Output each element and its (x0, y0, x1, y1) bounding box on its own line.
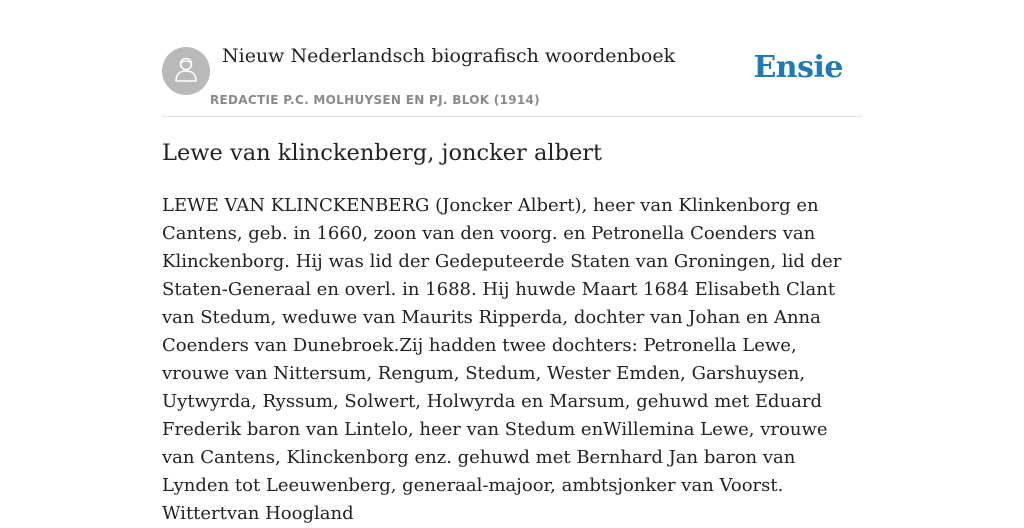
brand-logo[interactable]: Ensie (753, 50, 843, 85)
user-icon (173, 55, 199, 88)
entry-body: LEWE VAN KLINCKENBERG (Joncker Albert), heer van Klinkenborg en Cantens, geb. in 1660, zoon van den voorg. en Petronella Coenders van Klinckenborg. Hij was lid der Gedeputeerde Staten van Groningen, lid der Staten-Generaal en overl. in 1688. Hij huwde Maart 1684 Elisabeth Clant van Stedum, weduwe van Maurits Ripperda, dochter van Johan en Anna Coenders van Dunebroek.Zij hadden twee dochters: Petronella Lewe, vrouwe van Nittersum, Rengum, Stedum, Wester Emden, Garshuysen, Uytwyrda, Ryssum, Solwert, Holwyrda en Marsum, gehuwd met Eduard Frederik baron van Lintelo, heer van Stedum enWillemina Lewe, vrouwe van Cantens, Klinckenborg enz. gehuwd met Bernhard Jan baron van Lynden tot Leeuwenberg, generaal-majoor, ambtsjonker van Voorst. Wittertvan Hoogland (162, 195, 842, 524)
source-header (162, 0, 862, 117)
source-editors: REDACTIE P.C. MOLHUYSEN EN PJ. BLOK (1914) (210, 93, 540, 107)
source-avatar[interactable] (162, 47, 210, 95)
entry-title: Lewe van klinckenberg, joncker albert (162, 140, 603, 166)
article-card (162, 0, 862, 524)
source-title[interactable]: Nieuw Nederlandsch biografisch woordenboek (222, 45, 676, 67)
